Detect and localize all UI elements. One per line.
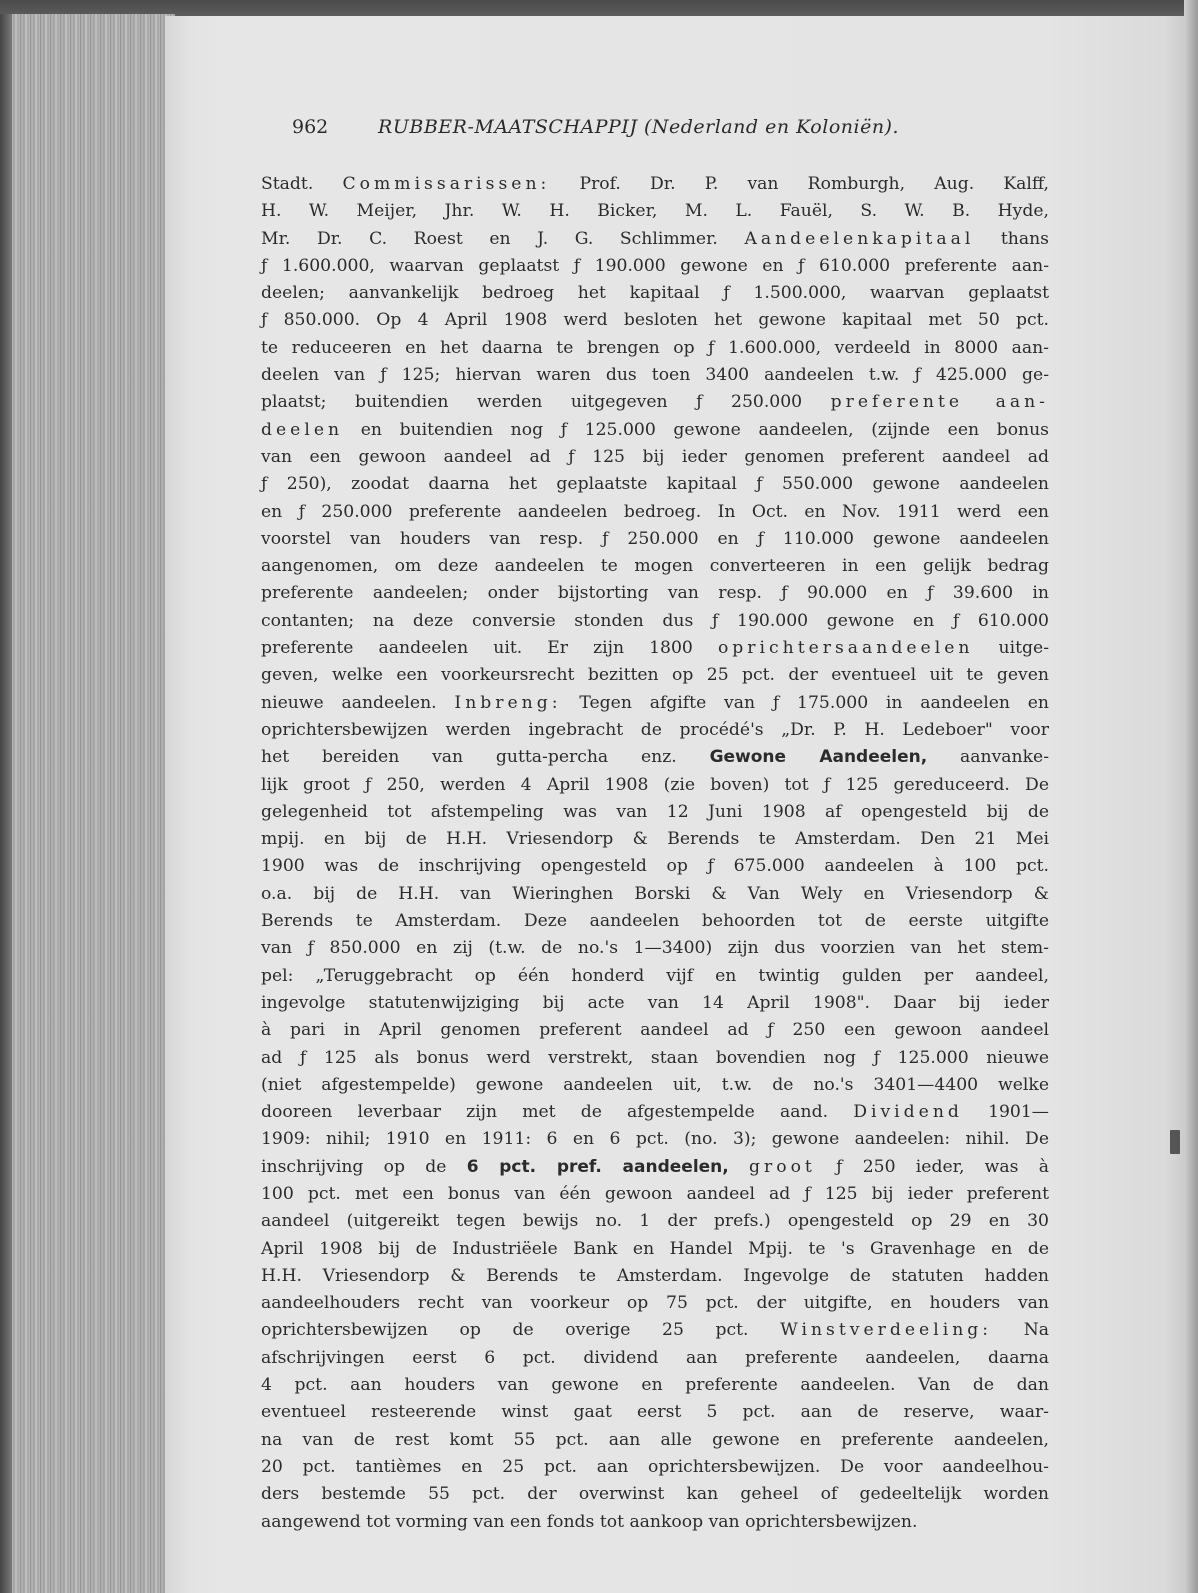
text-line [261, 307, 1049, 334]
text-run: H. W. Meijer, Jhr. W. H. Bicker, M. L. Fauël, S. W. B. Hyde, [261, 201, 1049, 222]
text-run: 1909: nihil; 1910 en 1911: 6 en 6 pct. (no. 3); gewone aandeelen: nihil. De [261, 1129, 1049, 1150]
text-run: ingevolge statutenwijziging bij acte van 14 April 1908". Daar bij ieder [261, 992, 1049, 1013]
text-line [261, 1345, 1049, 1372]
text-line [261, 553, 1049, 580]
text-run: thans [974, 228, 1049, 249]
margin-tab-mark [1170, 1130, 1180, 1154]
text-run: het bereiden van gutta-percha enz. [261, 747, 710, 768]
text-run: 1901— [962, 1102, 1049, 1123]
text-line [261, 280, 1049, 307]
bold-heading: Gewone Aandeelen, [709, 747, 928, 768]
text-run: nieuwe aandeelen. [261, 692, 455, 713]
text-line [261, 963, 1049, 990]
text-run: van een gewoon aandeel ad ƒ 125 bij ieder genomen preferent aandeel ad [261, 446, 1049, 467]
text-run: aandeelhouders recht van voorkeur op 75 pct. der uitgifte, en houders van [261, 1293, 1049, 1314]
text-run: dooreen leverbaar zijn met de afgestempelde aand. [261, 1102, 854, 1123]
text-line [261, 362, 1049, 389]
text-line [261, 744, 1049, 771]
text-line [261, 1263, 1049, 1290]
text-run: 1900 was de inschrijving opengesteld op ƒ 675.000 aandeelen à 100 pct. [261, 856, 1049, 877]
text-run: Prof. Dr. P. van Romburgh, Aug. Kalff, [550, 174, 1049, 194]
text-run: ƒ 250 ieder, was à [815, 1156, 1049, 1177]
text-line [261, 1481, 1049, 1508]
text-run: pel: „Teruggebracht op één honderd vijf en twintig gulden per aandeel, [261, 965, 1049, 986]
text-run: afschrijvingen eerst 6 pct. dividend aan preferente aandeelen, daarna [261, 1347, 1049, 1368]
text-line [261, 908, 1049, 935]
text-run: aangewend tot vorming van een fonds tot aankoop van oprichtersbewijzen. [261, 1511, 918, 1532]
text-run: à pari in April genomen preferent aandeel ad ƒ 250 een gewoon aandeel [261, 1020, 1049, 1041]
text-run: en ƒ 250.000 preferente aandeelen bedroeg. In Oct. en Nov. 1911 werd een [261, 501, 1049, 522]
text-line [261, 1372, 1049, 1399]
text-line [261, 690, 1049, 717]
text-run: oprichtersbewijzen op de overige 25 pct. [261, 1320, 781, 1341]
text-run: van ƒ 850.000 en zij (t.w. de no.'s 1—3400) zijn dus voorzien van het stem- [261, 938, 1049, 959]
text-run: ƒ 250), zoodat daarna het geplaatste kapitaal ƒ 550.000 gewone aandeelen [261, 474, 1049, 495]
text-run: Mr. Dr. C. Roest en J. G. Schlimmer. [261, 228, 745, 249]
text-run: inschrijving op de [261, 1156, 467, 1177]
text-run: en buitendien nog ƒ 125.000 gewone aandeelen, (zijnde een bonus [343, 419, 1049, 440]
page-number: 962 [292, 116, 329, 138]
text-line [261, 853, 1049, 880]
text-line [261, 935, 1049, 962]
spaced-keyword: Aandeelenkapitaal [744, 228, 975, 249]
text-run: na van de rest komt 55 pct. aan alle gewone en preferente aandeelen, [261, 1429, 1049, 1450]
text-line [261, 389, 1049, 416]
text-run: preferente aandeelen; onder bijstorting van resp. ƒ 90.000 en ƒ 39.600 in [261, 583, 1049, 604]
text-line [261, 799, 1049, 826]
text-line [261, 990, 1049, 1017]
text-run: ƒ 1.600.000, waarvan geplaatst ƒ 190.000 gewone en ƒ 610.000 preferente aan- [261, 255, 1049, 276]
text-line [261, 1045, 1049, 1072]
spaced-keyword: oprichtersaandeelen [717, 638, 974, 659]
text-line [261, 526, 1049, 553]
text-run: voorstel van houders van resp. ƒ 250.000 en ƒ 110.000 gewone aandeelen [261, 528, 1049, 549]
text-line [261, 1509, 1049, 1536]
text-run: contanten; na deze conversie stonden dus ƒ 190.000 gewone en ƒ 610.000 [261, 610, 1049, 631]
text-run: ad ƒ 125 als bonus werd verstrekt, staan bovendien nog ƒ 125.000 nieuwe [261, 1047, 1049, 1068]
text-line [261, 226, 1049, 253]
book-right-edge [1184, 0, 1198, 1593]
text-run: ƒ 850.000. Op 4 April 1908 werd besloten het gewone kapitaal met 50 pct. [261, 310, 1049, 331]
running-title: RUBBER-MAATSCHAPPIJ (Nederland en Koloniën). [378, 116, 900, 138]
text-run: 20 pct. tantièmes en 25 pct. aan oprichtersbewijzen. De voor aandeelhou- [261, 1456, 1049, 1477]
text-line [261, 1181, 1049, 1208]
text-run: o.a. bij de H.H. van Wieringhen Borski & Van Wely en Vriesendorp & [261, 883, 1049, 904]
text-line [261, 1317, 1049, 1344]
text-line [261, 1072, 1049, 1099]
spaced-keyword: Inbreng: [454, 692, 562, 713]
text-line [261, 171, 1049, 198]
text-run: aangenomen, om deze aandeelen te mogen converteeren in een gelijk bedrag [261, 556, 1049, 577]
text-run: Na [992, 1320, 1050, 1341]
text-run: Tegen afgifte van ƒ 175.000 in aandeelen en [561, 692, 1049, 713]
text-line [261, 1126, 1049, 1153]
page-header [292, 116, 1092, 138]
text-run: 4 pct. aan houders van gewone en preferente aandeelen. Van de dan [261, 1375, 1049, 1396]
spaced-keyword: Dividend [853, 1102, 963, 1123]
text-line [261, 881, 1049, 908]
bold-heading: 6 pct. pref. aandeelen, [466, 1156, 729, 1177]
text-run: te reduceeren en het daarna te brengen op ƒ 1.600.000, verdeeld in 8000 aan- [261, 337, 1049, 358]
text-line [261, 1154, 1049, 1181]
text-run [729, 1157, 749, 1177]
text-line [261, 826, 1049, 853]
text-line [261, 1454, 1049, 1481]
text-line [261, 1236, 1049, 1263]
text-run: eventueel resteerende winst gaat eerst 5 pct. aan de reserve, waar- [261, 1402, 1049, 1423]
text-run: Berends te Amsterdam. Deze aandeelen behoorden tot de eerste uitgifte [261, 911, 1049, 932]
text-run: preferente aandeelen uit. Er zijn 1800 [261, 638, 718, 659]
spaced-keyword: deelen [261, 419, 344, 440]
text-line [261, 444, 1049, 471]
text-line [261, 1017, 1049, 1044]
text-run: Stadt. [261, 174, 343, 194]
spaced-keyword: groot [749, 1156, 816, 1177]
text-line [261, 635, 1049, 662]
text-run: (niet afgestempelde) gewone aandeelen uit, t.w. de no.'s 3401—4400 welke [261, 1074, 1049, 1095]
text-run: plaatst; buitendien werden uitgegeven ƒ 250.000 [261, 392, 831, 413]
text-run: uitge- [973, 638, 1049, 659]
text-line [261, 499, 1049, 526]
text-run: lijk groot ƒ 250, werden 4 April 1908 (zie boven) tot ƒ 125 gereduceerd. De [261, 774, 1049, 795]
text-line [261, 471, 1049, 498]
text-run: geven, welke een voorkeursrecht bezitten op 25 pct. der eventueel uit te geven [261, 665, 1049, 686]
body-text [261, 171, 1049, 1536]
text-line [261, 1208, 1049, 1235]
text-run: deelen; aanvankelijk bedroeg het kapitaal ƒ 1.500.000, waarvan geplaatst [261, 283, 1049, 304]
text-run: H.H. Vriesendorp & Berends te Amsterdam. Ingevolge de statuten hadden [261, 1265, 1049, 1286]
text-line [261, 580, 1049, 607]
text-line [261, 608, 1049, 635]
spaced-keyword: Winstverdeeling: [780, 1320, 993, 1341]
book-page-edges [0, 14, 175, 1593]
text-line [261, 772, 1049, 799]
text-run: mpij. en bij de H.H. Vriesendorp & Berends te Amsterdam. Den 21 Mei [261, 829, 1049, 850]
text-run: aanvanke- [927, 747, 1050, 768]
spaced-keyword: preferente aan- [830, 392, 1049, 413]
text-run: gelegenheid tot afstempeling was van 12 Juni 1908 af opengesteld bij de [261, 801, 1049, 822]
text-run: ders bestemde 55 pct. der overwinst kan geheel of gedeeltelijk worden [261, 1484, 1049, 1505]
text-run: deelen van ƒ 125; hiervan waren dus toen 3400 aandeelen t.w. ƒ 425.000 ge- [261, 365, 1049, 386]
spaced-keyword: Commissarissen: [342, 174, 551, 194]
text-line [261, 417, 1049, 444]
text-line [261, 253, 1049, 280]
text-line [261, 1399, 1049, 1426]
text-line [261, 1099, 1049, 1126]
text-run: aandeel (uitgereikt tegen bewijs no. 1 der prefs.) opengesteld op 29 en 30 [261, 1211, 1049, 1232]
text-line [261, 662, 1049, 689]
text-run: 100 pct. met een bonus van één gewoon aandeel ad ƒ 125 bij ieder preferent [261, 1183, 1049, 1204]
text-line [261, 717, 1049, 744]
text-run: oprichtersbewijzen werden ingebracht de procédé's „Dr. P. H. Ledeboer" voor [261, 719, 1049, 740]
text-line [261, 198, 1049, 225]
text-line [261, 1290, 1049, 1317]
text-run: April 1908 bij de Industriëele Bank en Handel Mpij. te 's Gravenhage en de [261, 1238, 1049, 1259]
text-line [261, 335, 1049, 362]
text-line [261, 1427, 1049, 1454]
